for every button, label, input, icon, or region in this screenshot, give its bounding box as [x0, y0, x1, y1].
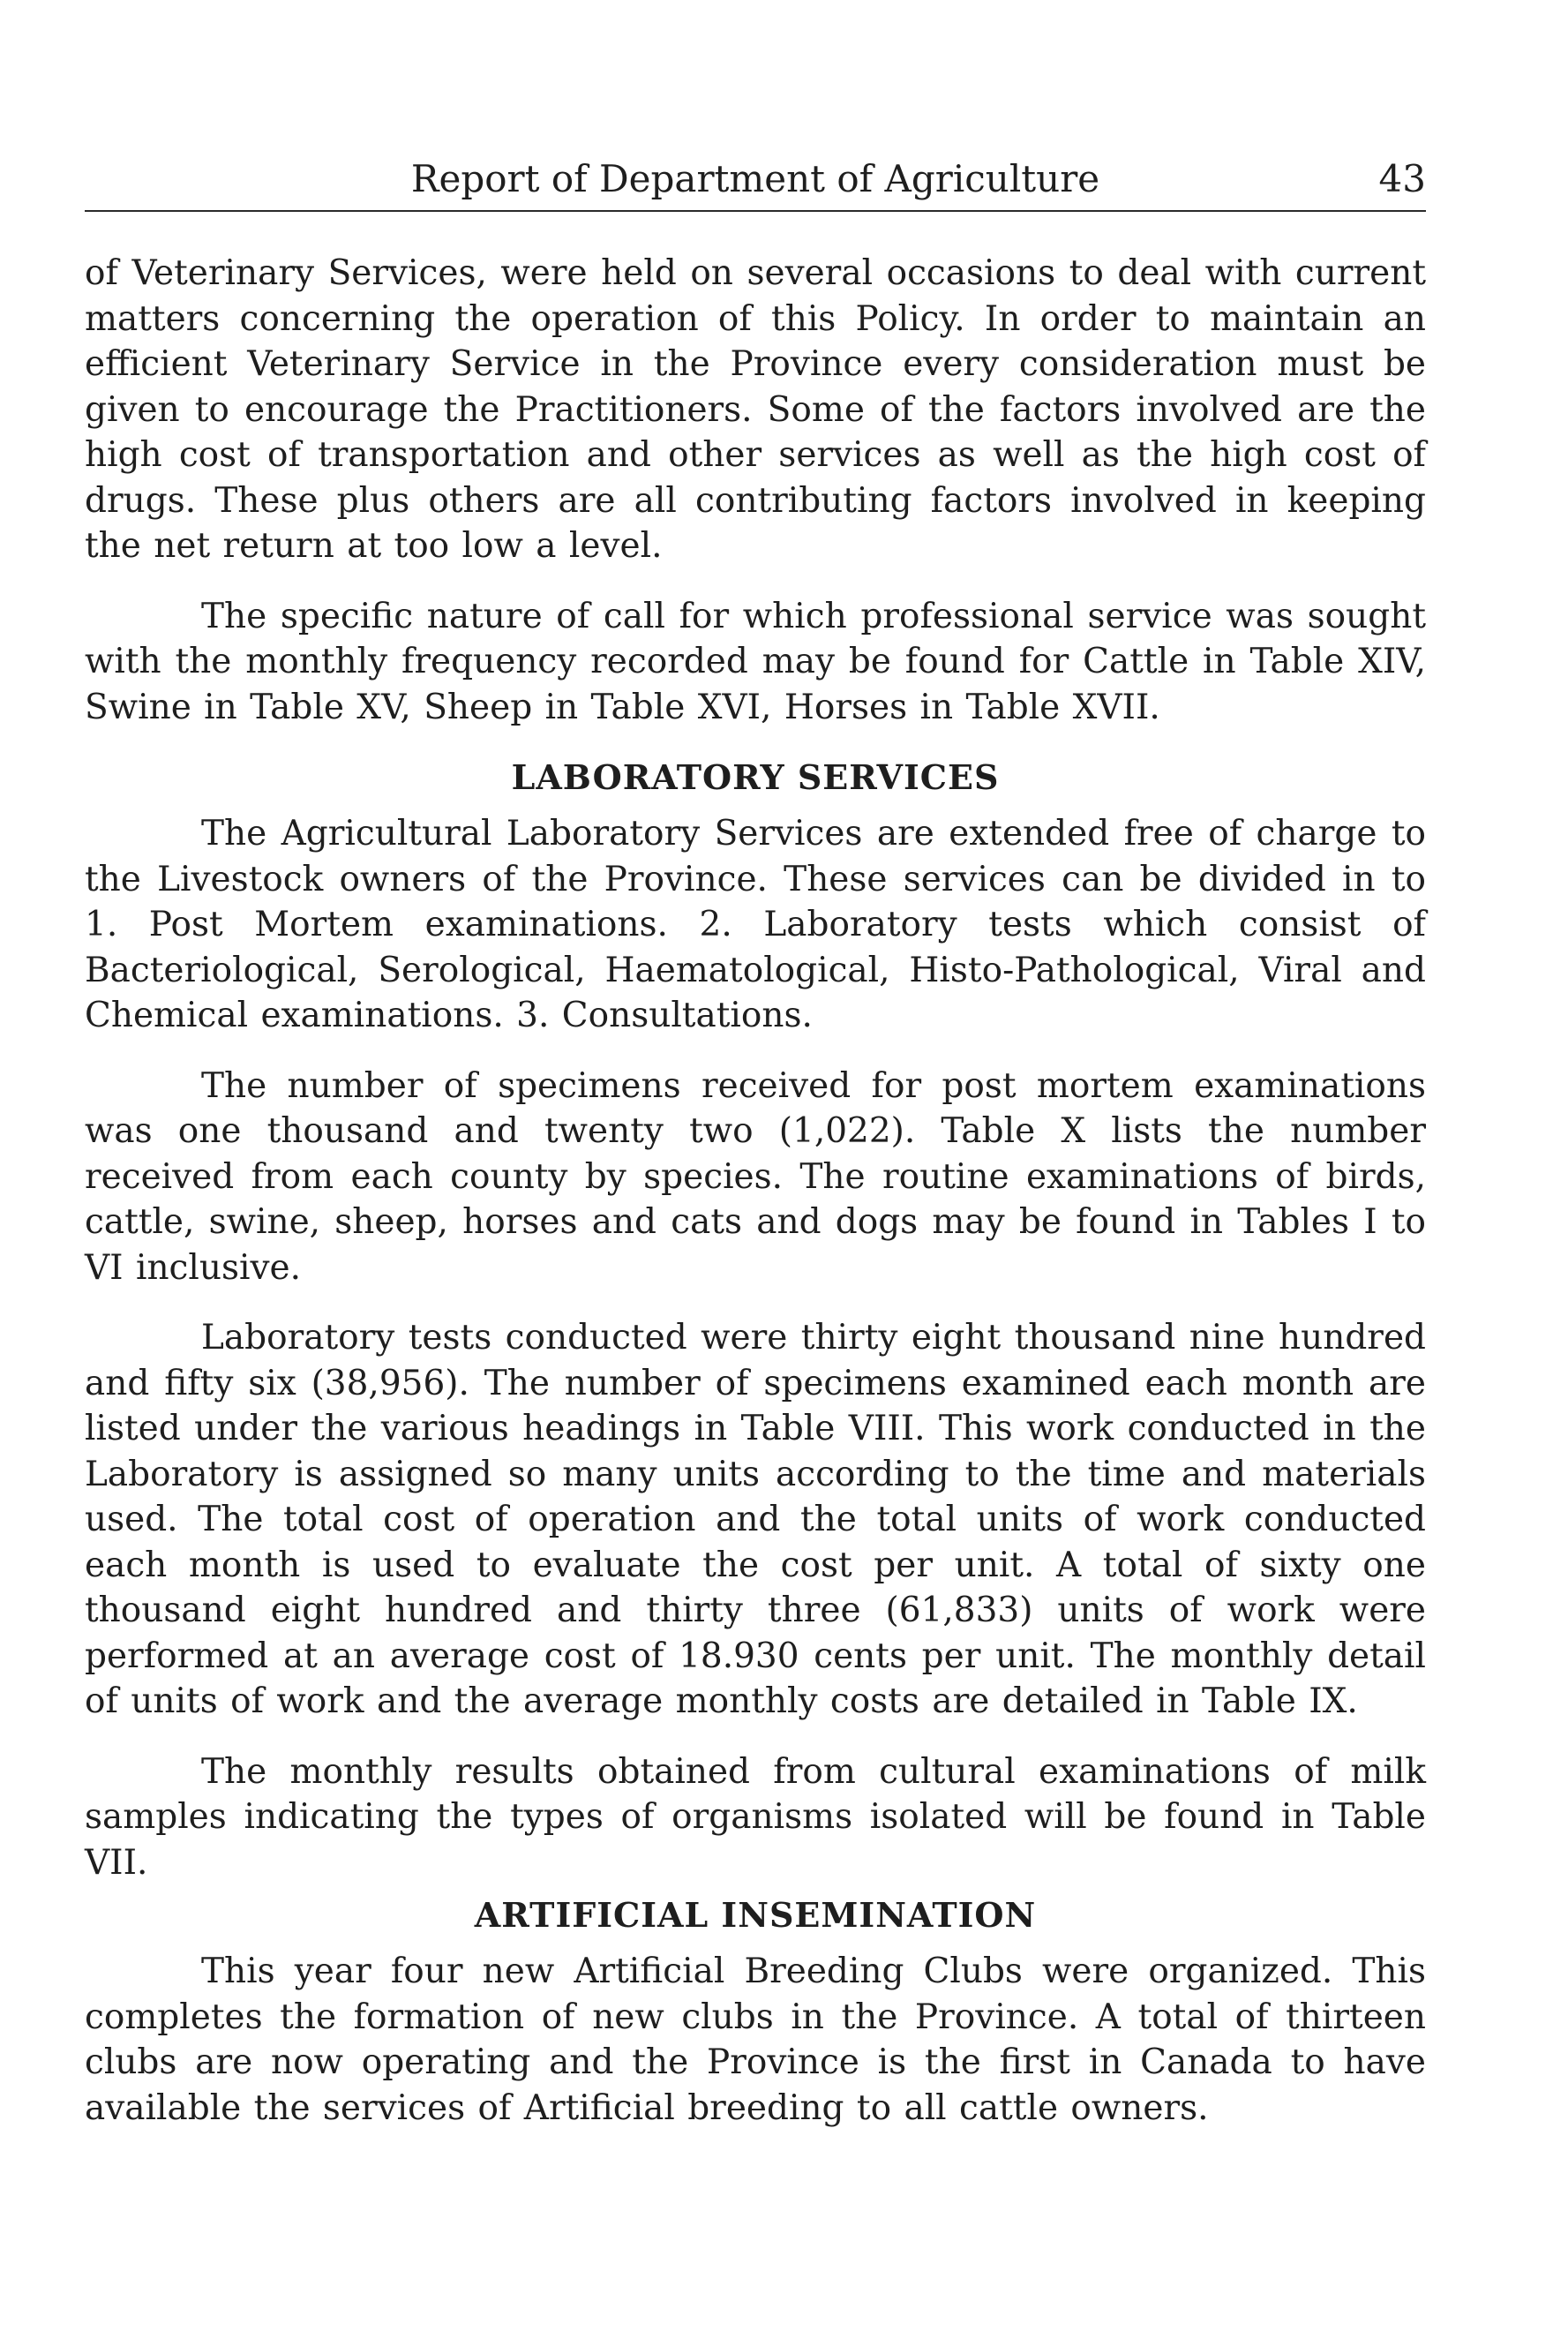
paragraph-post-mortem: The number of specimens received for post mortem examinations was one thousand and twenty two (1,022). Table X lists the number received from each county by species. The routine examinations of birds, cattle, swine, sheep, horses and cats and dogs may be found in Tables I to VI inclusive.: [85, 1065, 1426, 1288]
paragraph-milk-samples: The monthly results obtained from cultural examinations of milk samples indicating the types of organisms isolated will be found in Table VII.: [85, 1751, 1426, 1883]
paragraph-laboratory-services: The Agricultural Laboratory Services are extended free of charge to the Livestock owners of the Province. These services can be divided in to 1. Post Mortem examinations. 2. Laboratory tests which consist of Bacteriological, Serological, Haematological, Histo-Pathological, Viral and Chemical examinations. 3. Consultations.: [85, 814, 1426, 1035]
running-header: [85, 157, 1426, 212]
paragraph-laboratory-tests: Laboratory tests conducted were thirty eight thousand nine hundred and fifty six (38,956). The number of specimens examined each month are listed under the various headings in Table VIII. This work conducted in the Laboratory is assigned so many units according to the time and materials used. The total cost of operation and the total units of work conducted each month is used to evaluate the cost per unit. A total of sixty one thousand eight hundred and thirty three (61,833) units of work were performed at an average cost of 18.930 cents per unit. The monthly detail of units of work and the average monthly costs are detailed in Table IX.: [85, 1318, 1426, 1721]
running-title: Report of Department of Agriculture: [410, 157, 1100, 200]
page-number: 43: [1378, 157, 1426, 200]
paragraph-veterinary-services: of Veterinary Services, were held on several occasions to deal with current matters concerning the operation of this Policy. In order to maintain an efficient Veterinary Service in the Province every consideration must be given to encourage the Practitioners. Some of the factors involved are the high cost of transportation and other services as well as the high cost of drugs. These plus others are all contributing factors involved in keeping the net return at too low a level.: [85, 253, 1426, 566]
document-page: [85, 0, 1426, 2339]
heading-laboratory-services: LABORATORY SERVICES: [511, 757, 1000, 797]
paragraph-artificial-insemination: This year four new Artificial Breeding Clubs were organized. This completes the formation of new clubs in the Province. A total of thirteen clubs are now operating and the Province is the first in Canada to have available the services of Artificial breeding to all cattle owners.: [85, 1952, 1426, 2128]
heading-artificial-insemination: ARTIFICIAL INSEMINATION: [474, 1895, 1037, 1935]
paragraph-call-nature: The specific nature of call for which professional service was sought with the monthly frequency recorded may be found for Cattle in Table XIV, Swine in Table XV, Sheep in Table XVI, Horses in Table XVII.: [85, 596, 1426, 727]
body-text: [85, 251, 1426, 2155]
